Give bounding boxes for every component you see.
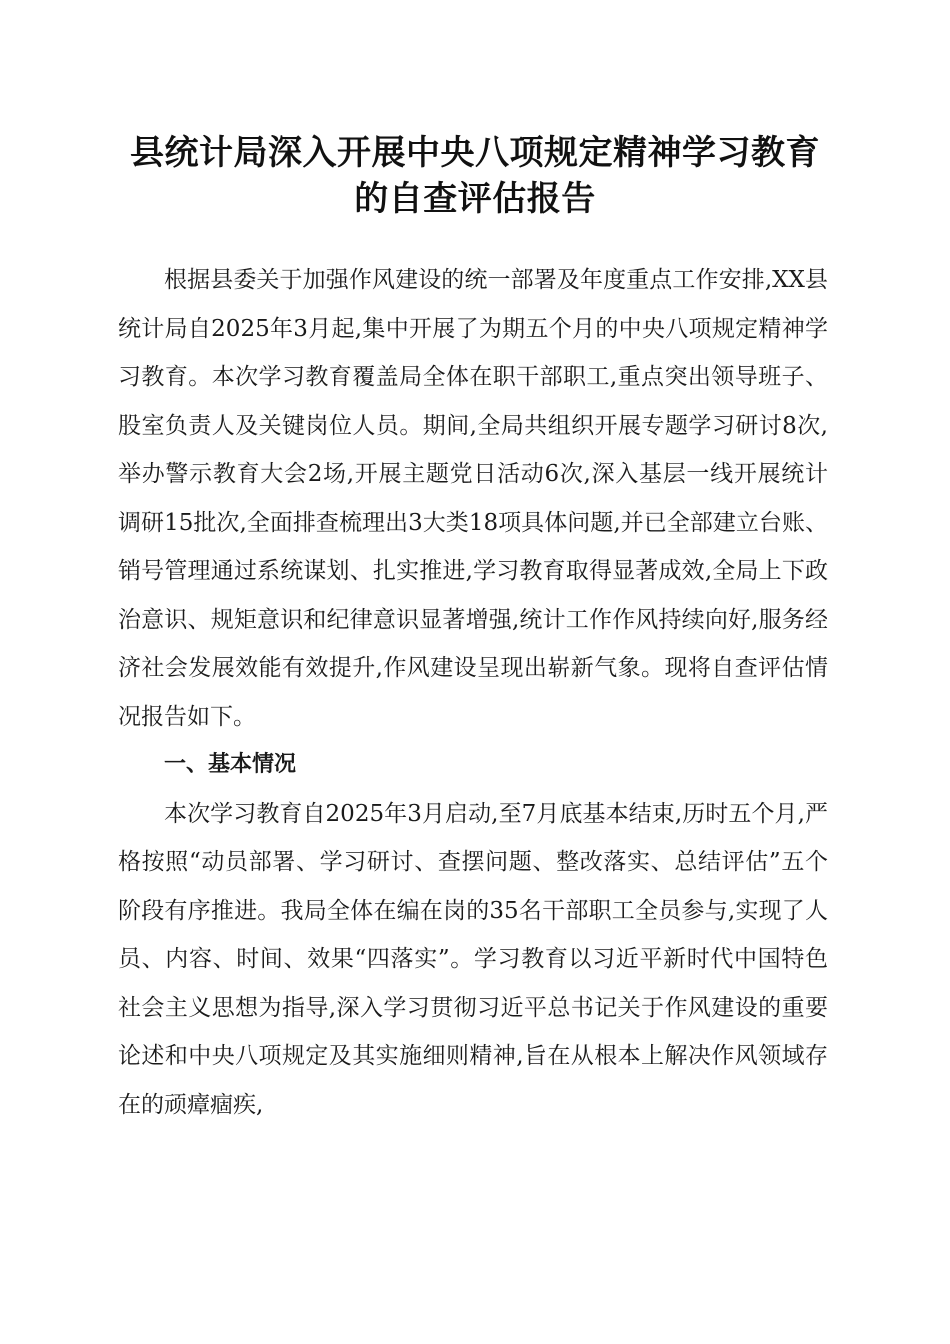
title-line-2: 的自查评估报告 bbox=[354, 179, 596, 219]
document-title bbox=[100, 130, 850, 222]
document-body bbox=[118, 256, 828, 1129]
basic-situation-paragraph: 本次学习教育自2025年3月启动,至7月底基本结束,历时五个月,严格按照“动员部署、学习研讨、查摆问题、整改落实、总结评估”五个阶段有序推进。我局全体在编在岗的35名干部职工全员参与,实现了人员、内容、时间、效果“四落实”。学习教育以习近平新时代中国特色社会主义思想为指导,深入学习贯彻习近平总书记关于作风建设的重要论述和中央八项规定及其实施细则精神,旨在从根本上解决作风领域存在的顽瘴痼疾, bbox=[118, 800, 828, 1118]
title-line-1: 县统计局深入开展中央八项规定精神学习教育 bbox=[130, 133, 820, 173]
intro-paragraph: 根据县委关于加强作风建设的统一部署及年度重点工作安排,XX县统计局自2025年3月起,集中开展了为期五个月的中央八项规定精神学习教育。本次学习教育覆盖局全体在职干部职工,重点突出领导班子、股室负责人及关键岗位人员。期间,全局共组织开展专题学习研讨8次,举办警示教育大会2场,开展主题党日活动6次,深入基层一线开展统计调研15批次,全面排查梳理出3大类18项具体问题,并已全部建立台账、销号管理通过系统谋划、扎实推进,学习教育取得显著成效,全局上下政治意识、规矩意识和纪律意识显著增强,统计工作作风持续向好,服务经济社会发展效能有效提升,作风建设呈现出崭新气象。现将自查评估情况报告如下。 bbox=[118, 267, 828, 730]
section-heading-basic-situation: 一、基本情况 bbox=[164, 752, 297, 777]
